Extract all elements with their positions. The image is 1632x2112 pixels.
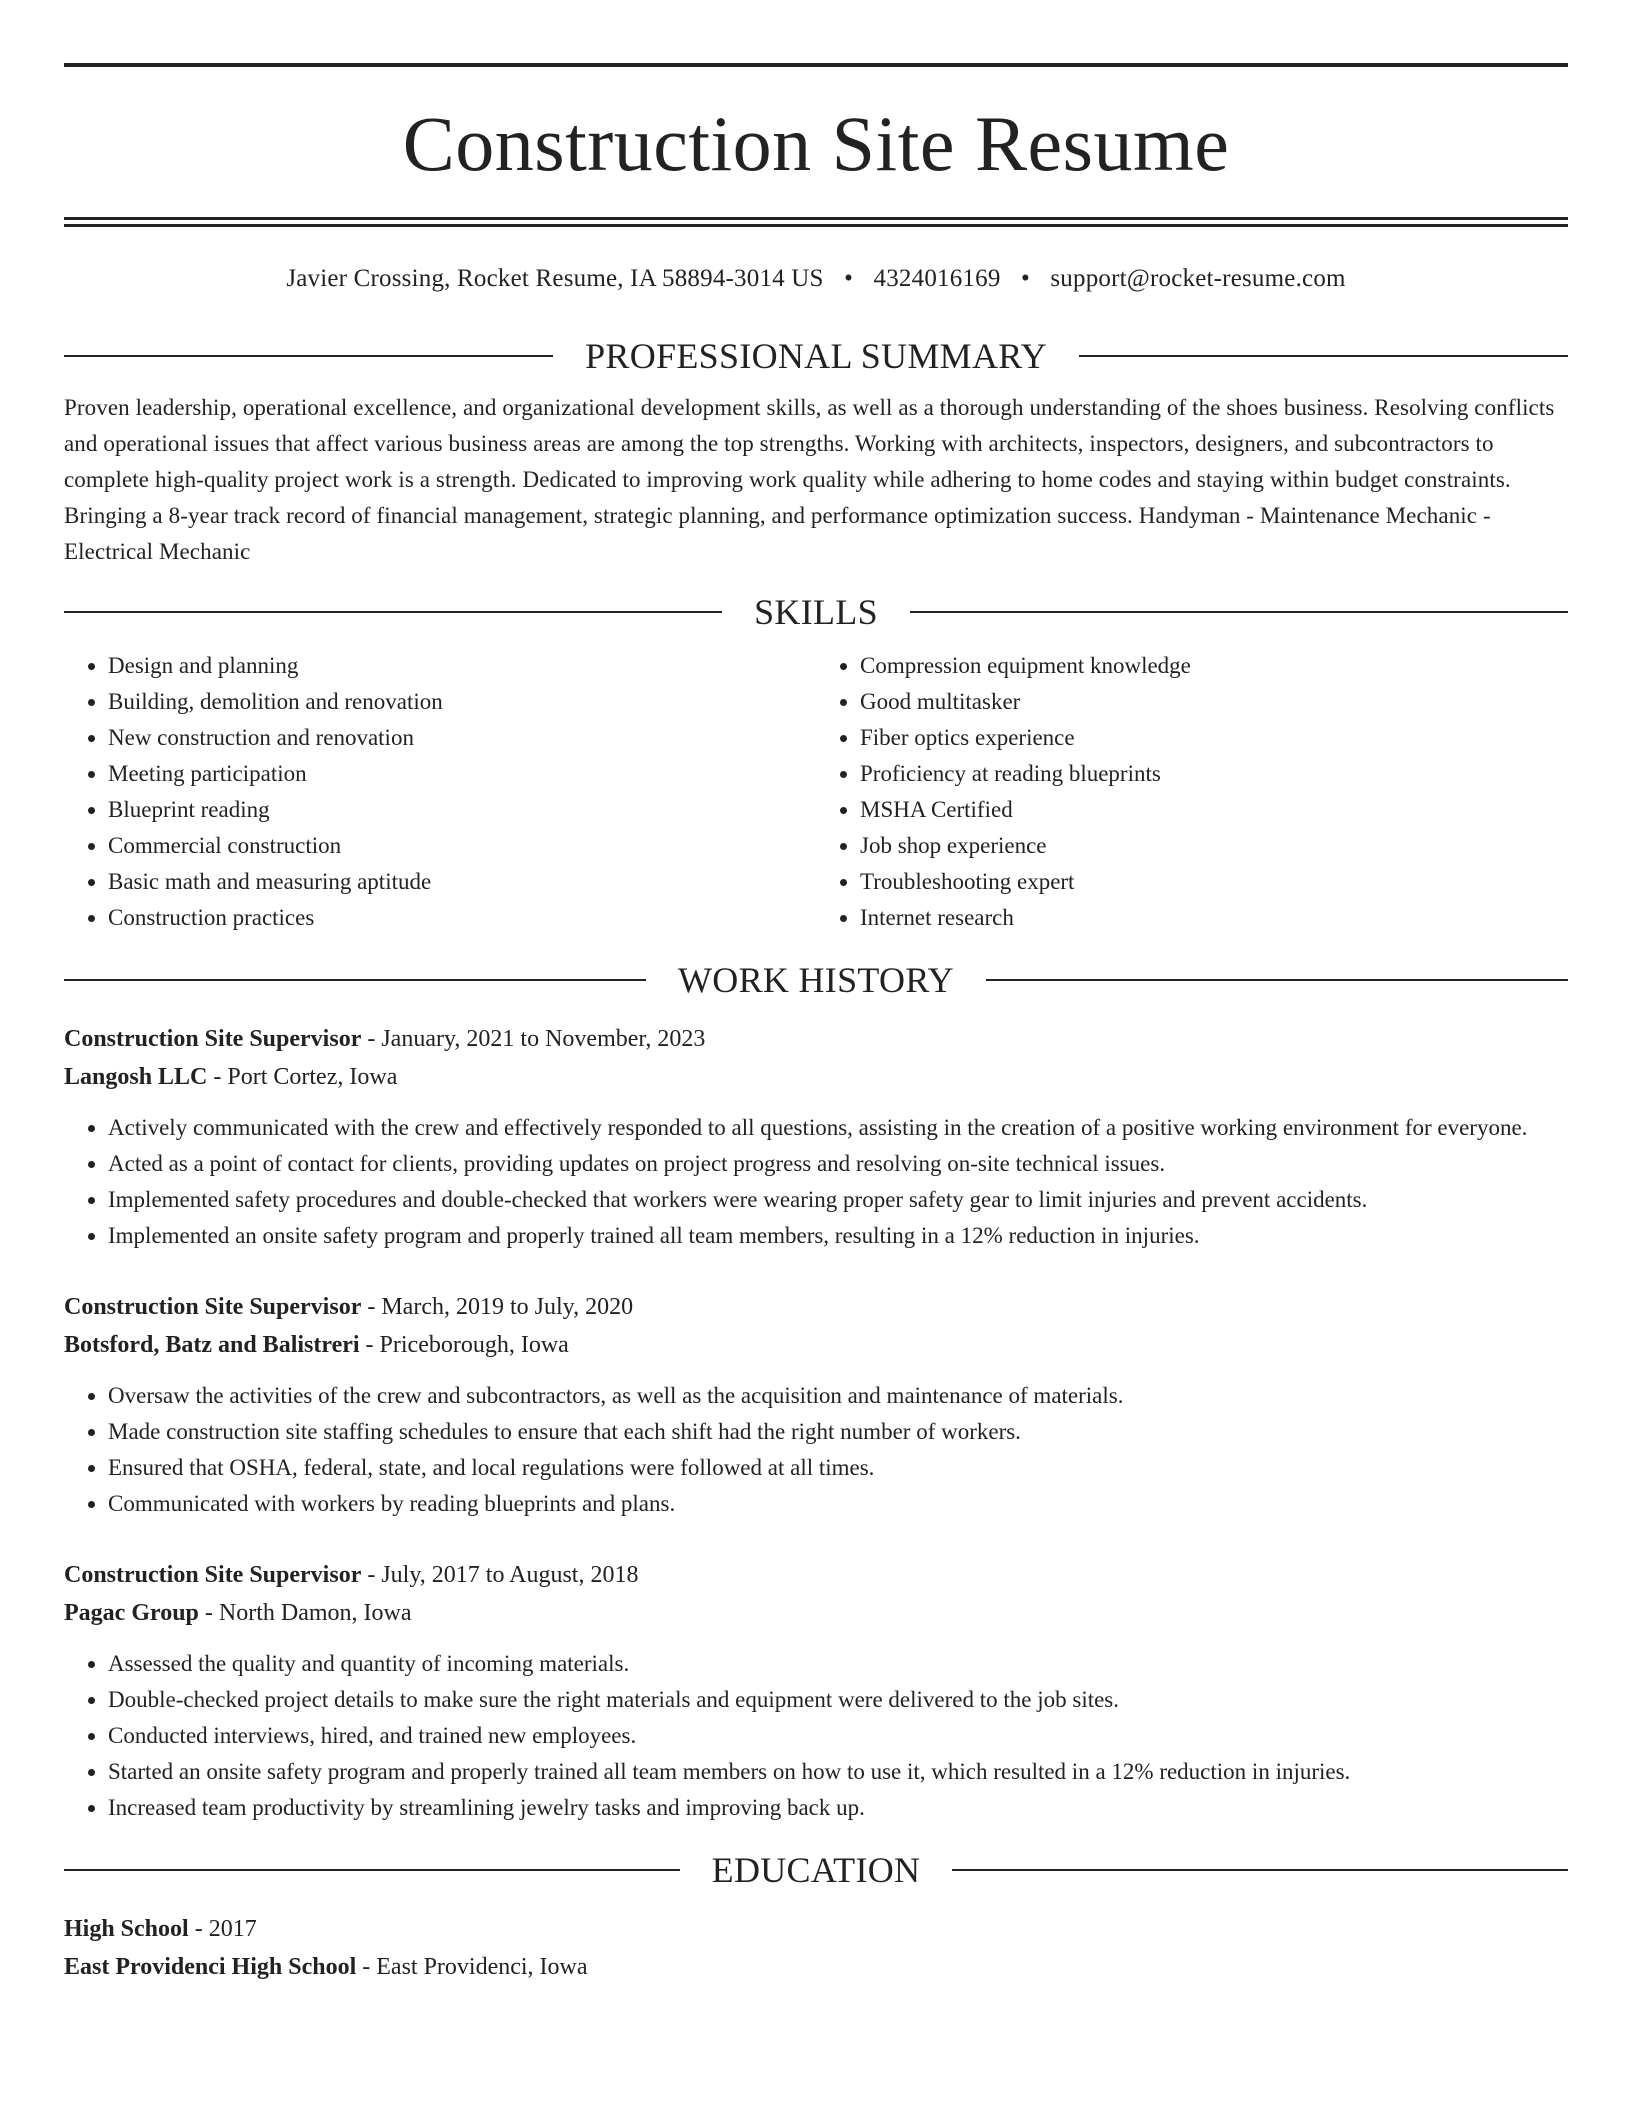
job-location: - North Damon, Iowa	[198, 1600, 412, 1626]
job-bullet: • Acted as a point of contact for clients, providing updates on project progress and resolving on-site technical issues.	[108, 1146, 1568, 1182]
skills-column-right	[816, 648, 1568, 936]
skill-item: • Meeting participation	[108, 756, 816, 792]
section-rule	[64, 611, 722, 613]
skill-item: • New construction and renovation	[108, 720, 816, 756]
job-bullet: • Started an onsite safety program and properly trained all team members on how to use it, which resulted in a 12% reduction in injuries.	[108, 1754, 1568, 1790]
job-company: Pagac Group	[64, 1600, 199, 1626]
job-entry	[64, 1556, 1568, 1826]
job-title: Construction Site Supervisor	[64, 1026, 362, 1052]
skill-item: • Basic math and measuring aptitude	[108, 864, 816, 900]
job-bullets	[64, 1646, 1568, 1826]
job-company-line	[64, 1594, 1568, 1632]
skill-item: • Fiber optics experience	[860, 720, 1568, 756]
skill-item: • Proficiency at reading blueprints	[860, 756, 1568, 792]
job-entry	[64, 1288, 1568, 1522]
job-bullet: • Communicated with workers by reading blueprints and plans.	[108, 1486, 1568, 1522]
job-title: Construction Site Supervisor	[64, 1294, 362, 1320]
job-entry	[64, 1020, 1568, 1254]
job-location: - Port Cortez, Iowa	[207, 1064, 398, 1090]
section-rule	[986, 979, 1568, 981]
title-double-rule	[64, 217, 1568, 227]
job-bullets	[64, 1110, 1568, 1254]
skill-item: • Commercial construction	[108, 828, 816, 864]
job-bullet: • Actively communicated with the crew and effectively responded to all questions, assisting in the creation of a positive working environment for everyone.	[108, 1110, 1568, 1146]
skill-item: • Job shop experience	[860, 828, 1568, 864]
section-title: PROFESSIONAL SUMMARY	[585, 336, 1047, 376]
education-year: - 2017	[188, 1916, 257, 1942]
education-degree-line	[64, 1910, 1568, 1948]
job-company-line	[64, 1326, 1568, 1364]
job-bullet: • Implemented safety procedures and double-checked that workers were wearing proper safety gear to limit injuries and prevent accidents.	[108, 1182, 1568, 1218]
skill-item: • MSHA Certified	[860, 792, 1568, 828]
job-bullets	[64, 1378, 1568, 1522]
job-bullet: • Assessed the quality and quantity of incoming materials.	[108, 1646, 1568, 1682]
section-header-work-history	[64, 958, 1568, 1002]
top-rule	[64, 63, 1568, 67]
job-company: Langosh LLC	[64, 1064, 208, 1090]
section-title: EDUCATION	[711, 1850, 921, 1890]
job-bullet: • Conducted interviews, hired, and trained new employees.	[108, 1718, 1568, 1754]
skill-item: • Internet research	[860, 900, 1568, 936]
skill-item: • Building, demolition and renovation	[108, 684, 816, 720]
job-dates: - January, 2021 to November, 2023	[361, 1026, 706, 1052]
section-rule	[64, 1869, 680, 1871]
contact-address: Javier Crossing, Rocket Resume, IA 58894-3014 US	[286, 265, 824, 292]
page-title: Construction Site Resume	[402, 100, 1230, 187]
job-dates: - March, 2019 to July, 2020	[361, 1294, 634, 1320]
skill-item: • Good multitasker	[860, 684, 1568, 720]
summary-text: Proven leadership, operational excellence, and organizational development skills, as well as a thorough understanding of the shoes business. Resolving conflicts and operational issues that affect various business areas are among the top strengths. Working with architects, inspectors, designers, and subcontractors to complete high-quality project work is a strength. Dedicated to improving work quality while adhering to home codes and staying within budget constraints. Bringing a 8-year track record of financial management, strategic planning, and performance optimization success. Handyman - Maintenance Mechanic - Electrical Mechanic	[64, 395, 1555, 564]
section-rule	[1079, 355, 1568, 357]
skills-column-left	[64, 648, 816, 936]
job-bullet: • Implemented an onsite safety program and properly trained all team members, resulting in a 12% reduction in injuries.	[108, 1218, 1568, 1254]
education-degree: High School	[64, 1916, 189, 1942]
education-school-line	[64, 1948, 1568, 1986]
skill-item: • Troubleshooting expert	[860, 864, 1568, 900]
skill-item: • Construction practices	[108, 900, 816, 936]
job-company-line	[64, 1058, 1568, 1096]
section-rule	[64, 979, 646, 981]
job-title-line	[64, 1288, 1568, 1326]
job-dates: - July, 2017 to August, 2018	[361, 1562, 639, 1588]
job-title-line	[64, 1556, 1568, 1594]
section-title: SKILLS	[754, 592, 878, 632]
contact-email: support@rocket-resume.com	[1050, 265, 1346, 292]
contact-phone: 4324016169	[873, 265, 1001, 292]
job-title-line	[64, 1020, 1568, 1058]
section-header-education	[64, 1848, 1568, 1892]
skill-item: • Blueprint reading	[108, 792, 816, 828]
job-company: Botsford, Batz and Balistreri	[64, 1332, 360, 1358]
contact-separator: •	[1020, 265, 1030, 292]
job-location: - Priceborough, Iowa	[359, 1332, 569, 1358]
education-school: East Providenci High School	[64, 1954, 357, 1980]
skills-list	[64, 648, 1568, 936]
section-rule	[910, 611, 1568, 613]
section-header-skills	[64, 590, 1568, 634]
job-bullet: • Increased team productivity by streamlining jewelry tasks and improving back up.	[108, 1790, 1568, 1826]
job-title: Construction Site Supervisor	[64, 1562, 362, 1588]
job-bullet: • Ensured that OSHA, federal, state, and local regulations were followed at all times.	[108, 1450, 1568, 1486]
education-entry	[64, 1910, 1568, 1986]
skill-item: • Design and planning	[108, 648, 816, 684]
contact-line	[64, 264, 1568, 294]
section-rule	[952, 1869, 1568, 1871]
job-bullet: • Oversaw the activities of the crew and subcontractors, as well as the acquisition and maintenance of materials.	[108, 1378, 1568, 1414]
job-bullet: • Double-checked project details to make sure the right materials and equipment were delivered to the job sites.	[108, 1682, 1568, 1718]
skill-item: • Compression equipment knowledge	[860, 648, 1568, 684]
section-header-summary	[64, 334, 1568, 378]
education-location: - East Providenci, Iowa	[356, 1954, 588, 1980]
section-rule	[64, 355, 553, 357]
section-title: WORK HISTORY	[678, 960, 954, 1000]
job-bullet: • Made construction site staffing schedules to ensure that each shift had the right number of workers.	[108, 1414, 1568, 1450]
contact-separator: •	[844, 265, 854, 292]
